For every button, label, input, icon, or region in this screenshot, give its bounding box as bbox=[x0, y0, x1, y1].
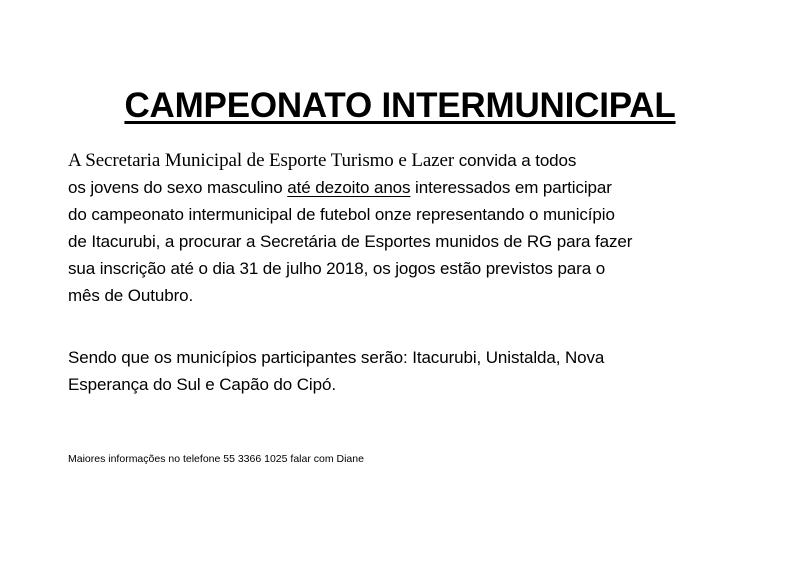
page-title: CAMPEONATO INTERMUNICIPAL bbox=[124, 86, 676, 125]
paragraph-line: sua inscrição até o dia 31 de julho 2018, os jogos estão previstos para o bbox=[68, 259, 606, 278]
participants-paragraph bbox=[68, 344, 748, 398]
age-limit-text: até dezoito anos bbox=[287, 178, 411, 197]
paragraph-line: mês de Outubro. bbox=[68, 286, 194, 305]
contact-info: Maiores informações no telefone 55 3366 1025 falar com Diane bbox=[68, 453, 364, 465]
paragraph-line: do campeonato intermunicipal de futebol onze representando o município bbox=[68, 205, 615, 224]
paragraph-line: Sendo que os municípios participantes serão: Itacurubi, Unistalda, Nova bbox=[68, 348, 605, 367]
paragraph-text: interessados em participar bbox=[410, 178, 612, 197]
paragraph-line bbox=[68, 147, 748, 174]
announcement-paragraph bbox=[68, 147, 748, 309]
paragraph-line: Esperança do Sul e Capão do Cipó. bbox=[68, 375, 336, 394]
paragraph-text: convida a todos bbox=[454, 151, 577, 170]
paragraph-line: de Itacurubi, a procurar a Secretária de Esportes munidos de RG para fazer bbox=[68, 232, 633, 251]
paragraph-text: os jovens do sexo masculino bbox=[68, 178, 288, 197]
paragraph-line bbox=[68, 174, 748, 201]
secretariat-name: A Secretaria Municipal de Esporte Turismo e Lazer bbox=[68, 150, 455, 171]
